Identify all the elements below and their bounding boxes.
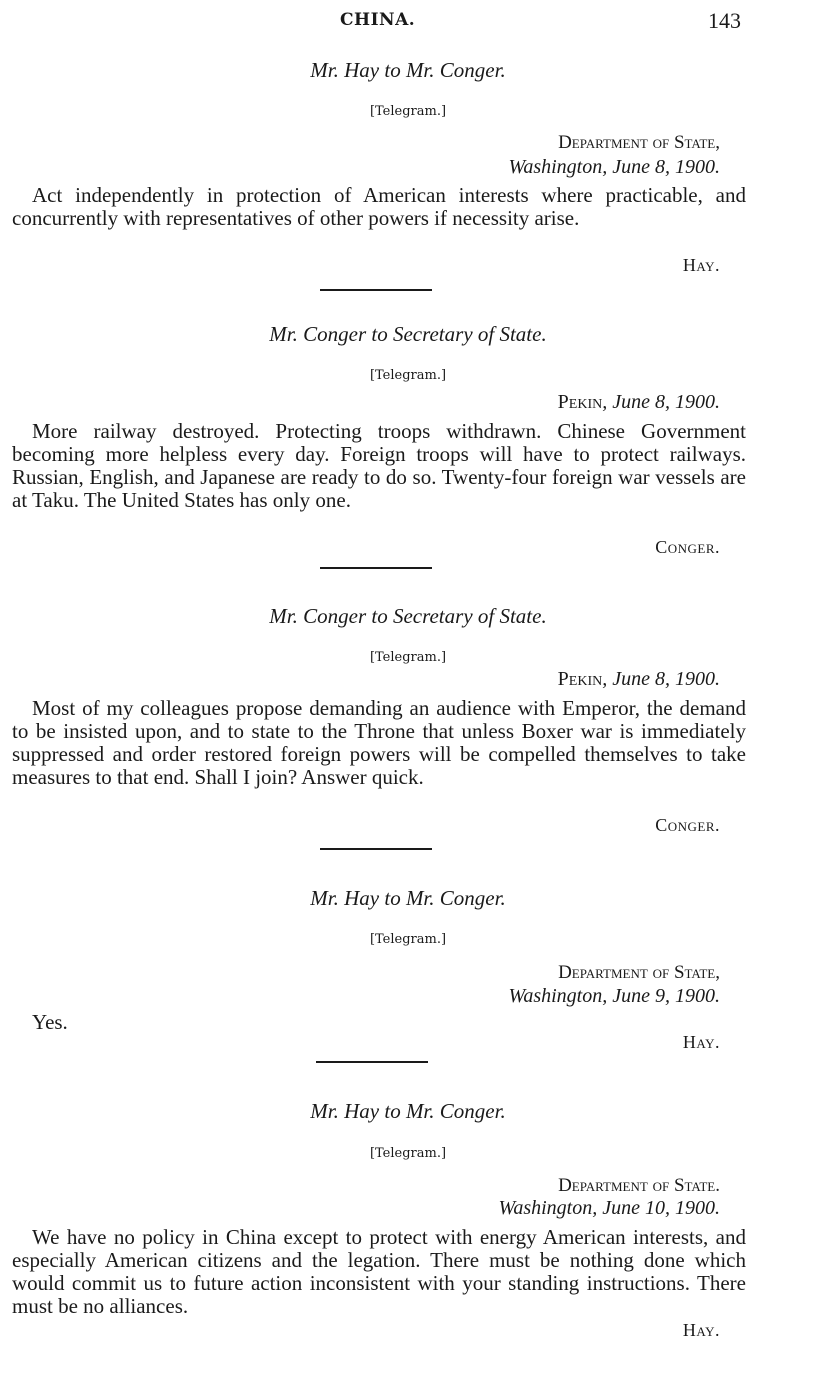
letter-2-body: More railway destroyed. Protecting troops withdrawn. Chinese Government becoming more helpless every day. Foreign troops will have to protect railways. Russian, English, and Japanese are ready to do so. Twenty-four foreign war vessels are at Taku. The United States has only one. (12, 419, 746, 512)
letter-3-signature: Conger. (655, 815, 720, 835)
letter-2-place: Pekin (557, 391, 603, 413)
letter-1-place-date (509, 156, 721, 179)
letter-1-heading: Mr. Hay to Mr. Conger. (310, 58, 506, 82)
letter-5-place: Washington (498, 1197, 593, 1219)
letter-2-heading: Mr. Conger to Secretary of State. (269, 322, 547, 346)
section-divider (320, 289, 432, 291)
section-divider (320, 567, 432, 569)
letter-1-signature: Hay. (682, 255, 720, 275)
letter-4-place-date (509, 985, 721, 1008)
letter-4-place: Washington (508, 985, 603, 1007)
letter-4-signature: Hay. (682, 1032, 720, 1052)
letter-4-body: Yes. (32, 1010, 68, 1034)
letter-5-place-date (499, 1197, 721, 1220)
letter-1-tag: [Telegram.] (369, 104, 447, 119)
section-divider (316, 1061, 428, 1063)
letter-1-date: , June 8, 1900. (602, 156, 720, 178)
letter-2-place-date (558, 391, 720, 414)
letter-3-body: Most of my colleagues propose demanding an audience with Emperor, the demand to be insisted upon, and to state to the Throne that unless Boxer war is immediately suppressed and order restored foreign powers will be compelled themselves to take measures to that end. Shall I join? Answer quick. (12, 696, 746, 789)
letter-3-date: , June 8, 1900. (602, 668, 720, 690)
letter-1-place: Washington (508, 156, 603, 178)
letter-5-date: , June 10, 1900. (592, 1197, 720, 1219)
letter-3-place: Pekin (557, 668, 603, 690)
letter-4-date: , June 9, 1900. (602, 985, 720, 1007)
letter-5-from: Department of State. (558, 1175, 720, 1196)
letter-2-tag: [Telegram.] (369, 368, 447, 383)
letter-5-tag: [Telegram.] (369, 1146, 447, 1161)
page-number: 143 (708, 8, 741, 33)
letter-5-body: We have no policy in China except to protect with energy American interests, and especially American citizens and the legation. There must be nothing done which would commit us to future action inconsistent with your standing instructions. There must be no alliances. (12, 1225, 746, 1318)
letter-2-date: , June 8, 1900. (602, 391, 720, 413)
letter-1-from: Department of State, (558, 132, 720, 153)
letter-4-from: Department of State, (558, 962, 720, 983)
letter-5-heading: Mr. Hay to Mr. Conger. (310, 1099, 506, 1123)
section-divider (320, 848, 432, 850)
letter-1-body: Act independently in protection of American interests where practicable, and concurrently with representatives of other powers if necessity arise. (12, 183, 746, 230)
letter-3-tag: [Telegram.] (369, 650, 447, 665)
letter-4-heading: Mr. Hay to Mr. Conger. (310, 886, 506, 910)
letter-5-signature: Hay. (682, 1320, 720, 1340)
letter-2-signature: Conger. (655, 537, 720, 557)
letter-4-tag: [Telegram.] (369, 932, 447, 947)
running-head: CHINA. (340, 10, 416, 30)
letter-3-heading: Mr. Conger to Secretary of State. (269, 604, 547, 628)
letter-3-place-date (558, 668, 720, 691)
